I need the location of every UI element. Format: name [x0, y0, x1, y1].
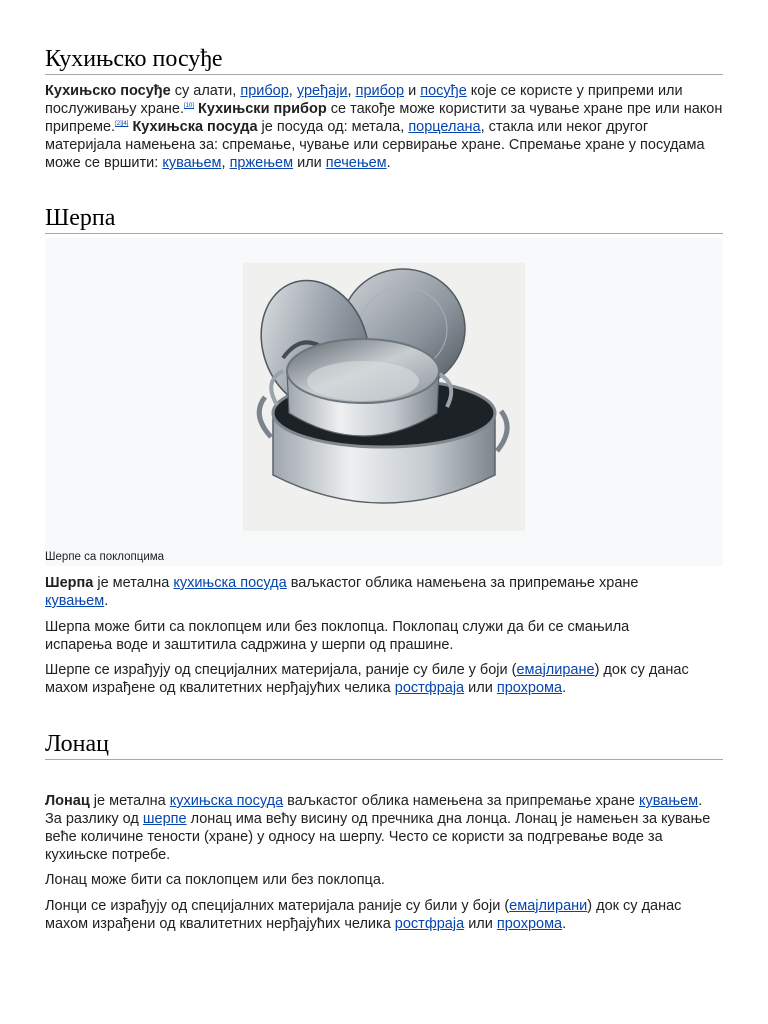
inline-link[interactable]: пржењем	[229, 155, 294, 171]
reference-sup	[115, 121, 128, 127]
inline-link[interactable]: уређаји	[296, 83, 348, 99]
inline-link[interactable]: прибор	[240, 83, 289, 99]
text-run: је метална	[93, 575, 174, 591]
inline-link[interactable]: прохрома	[496, 916, 563, 932]
bold-term: Кухињска посуда	[132, 119, 258, 135]
text-run: или	[464, 680, 497, 696]
sherpa-paragraph-3	[45, 661, 723, 697]
text-run: Лонац може бити са поклопцем или без поклопца.	[45, 872, 385, 888]
sherpa-paragraph-1	[45, 574, 655, 610]
text-run: је посуда од: метала,	[257, 119, 409, 135]
inline-link[interactable]: прибор	[355, 83, 405, 99]
lonac-paragraph-2	[45, 871, 723, 889]
pots-with-lids-image	[243, 263, 525, 531]
inline-link[interactable]: печењем	[325, 155, 387, 171]
text-run: .	[562, 916, 567, 932]
text-run: се такође може користити за чување хране пре или након припреме.	[45, 101, 723, 135]
bold-term: Кухињски прибор	[198, 101, 327, 117]
text-run: Шерпа може бити са поклопцем или без поклопца. Поклопац служи да би се смањила испарења воде и заштитила садржина у шерпи од прашине.	[45, 619, 630, 653]
inline-link[interactable]: ростфраја	[394, 916, 465, 932]
reference-link[interactable]: [2][4]	[115, 121, 129, 127]
bold-term: Лонац	[45, 793, 90, 809]
text-run: ) док су данас махом израђени од квалитетних нерђајућих челика	[45, 898, 682, 932]
inline-link[interactable]: порцелана	[408, 119, 481, 135]
bold-term: Кухињско посуђе	[45, 83, 171, 99]
lonac-paragraph-3	[45, 897, 723, 933]
reference-sup	[184, 103, 194, 109]
text-run: ,	[347, 83, 356, 99]
inline-link[interactable]: прохрома	[496, 680, 563, 696]
text-run: ваљкастог облика намењена за припремање хране	[286, 575, 639, 591]
text-run: ,	[221, 155, 230, 171]
text-run: које се користе у припреми или послуживању хране.	[45, 83, 683, 117]
text-run: су алати,	[170, 83, 241, 99]
text-run: ) док су данас махом израђене од квалитетних нерђајућих челика	[45, 662, 689, 696]
text-run: . За разлику од	[45, 793, 703, 827]
text-run: лонац има већу висину од пречника дна лонца. Лонац је намењен за кување веће количине тености (хране) у односу на шерпу. Често се користи за подгревање воде за кухињске потребе.	[45, 811, 711, 863]
figure	[45, 238, 723, 566]
intro-paragraph	[45, 82, 723, 172]
reference-link[interactable]: [10]	[183, 103, 194, 109]
inline-link[interactable]: шерпе	[142, 811, 187, 827]
bold-term: Шерпа	[45, 575, 94, 591]
inline-link[interactable]: емајлиране	[516, 662, 595, 678]
inline-link[interactable]: кухињска посуда	[169, 793, 284, 809]
text-run: , стакла или неког другог материјала намењена за: спремање, чување или сервирање хране. Спремање хране у посудама може се вршити:	[45, 119, 705, 171]
section-heading-lonac: Лонац	[45, 730, 723, 760]
section-heading-sherpa: Шерпа	[45, 204, 723, 234]
text-run: и	[404, 83, 421, 99]
inline-link[interactable]: ростфраја	[394, 680, 465, 696]
text-run: ваљкастог облика намењена за припремање хране	[283, 793, 639, 809]
text-run: .	[562, 680, 567, 696]
page-title: Кухињско посуђе	[45, 45, 723, 75]
inline-link[interactable]: посуђе	[420, 83, 467, 99]
inline-link[interactable]: кувањем	[638, 793, 699, 809]
text-run: Шерпе се израђују од специјалних материјала, раније су биле у боји (	[45, 662, 517, 678]
figure-caption: Шерпе са поклопцима	[45, 551, 165, 563]
text-run: или	[293, 155, 326, 171]
inline-link[interactable]: кухињска посуда	[173, 575, 287, 591]
inline-link[interactable]: кувањем	[45, 593, 105, 609]
text-run: или	[464, 916, 497, 932]
inline-link[interactable]: емајлирани	[509, 898, 588, 914]
text-run: ,	[288, 83, 297, 99]
sherpa-paragraph-2	[45, 618, 685, 654]
inline-link[interactable]: кувањем	[162, 155, 222, 171]
text-run: .	[104, 593, 109, 609]
text-run: је метална	[89, 793, 170, 809]
text-run: .	[386, 155, 391, 171]
lonac-paragraph-1	[45, 792, 723, 864]
text-run: Лонци се израђују од специјалних материјала раније су били у боји (	[45, 898, 510, 914]
